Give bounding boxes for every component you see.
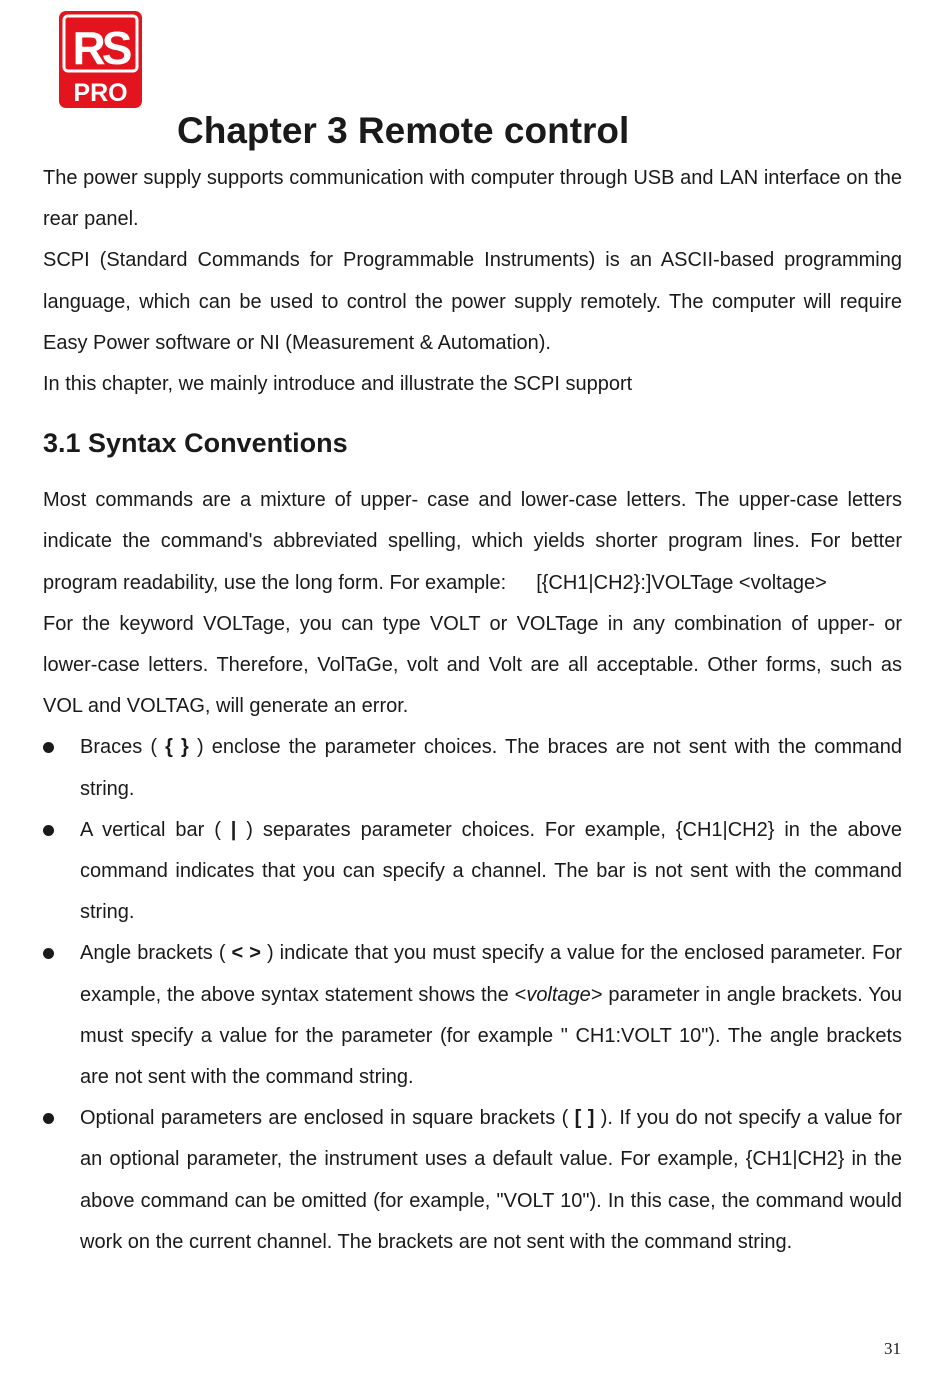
syntax-example: [{CH1|CH2}:]VOLTage <voltage> <box>536 571 827 594</box>
svg-text:RS: RS <box>72 22 129 74</box>
chapter-title: Chapter 3 Remote control <box>177 110 630 151</box>
angle-brackets-symbol: < > <box>231 942 261 965</box>
page-content <box>43 158 902 1263</box>
section-paragraph: For the keyword VOLTage, you can type VOLT or VOLTage in any combination of upper- or lower-case letters. Therefore, VolTaGe, volt and Volt are all acceptable. Other forms, such as VOL and VOLTAG, will generate an error. <box>43 612 902 718</box>
section-paragraph <box>43 480 902 604</box>
svg-text:PRO: PRO <box>73 79 128 107</box>
bullet-item: Optional parameters are enclosed in square brackets ( [ ] ). If you do not specify a value for an optional parameter, the instrument uses a default value. For example, {CH1|CH2} in the above command can be omitted (for example, "VOLT 10"). In this case, the command would work on the current channel. The brackets are not sent with the command string. <box>43 1098 902 1263</box>
square-brackets-symbol: [ ] <box>574 1107 595 1130</box>
intro-paragraph: The power supply supports communication with computer through USB and LAN interface on the rear panel. <box>43 167 902 231</box>
section-title: 3.1 Syntax Conventions <box>43 428 348 459</box>
vertical-bar-symbol: | <box>230 818 237 841</box>
bullet-item: Braces ( { } ) enclose the parameter choices. The braces are not sent with the command string. <box>43 727 902 809</box>
intro-paragraph: In this chapter, we mainly introduce and illustrate the SCPI support <box>43 373 633 396</box>
syntax-bullet-list <box>43 727 902 1263</box>
page-number: 31 <box>884 1339 901 1358</box>
rs-pro-logo <box>58 10 143 109</box>
bullet-item: Angle brackets ( < > ) indicate that you must specify a value for the enclosed parameter. For example, the above syntax statement shows the <voltage> parameter in angle brackets. You must specify a value for the parameter (for example " CH1:VOLT 10"). The angle brackets are not sent with the command string. <box>43 933 902 1098</box>
intro-paragraph: SCPI (Standard Commands for Programmable Instruments) is an ASCII-based programming language, which can be used to control the power supply remotely. The computer will require Easy Power software or NI (Measurement & Automation). <box>43 249 902 354</box>
braces-symbol: { } <box>165 736 189 759</box>
voltage-parameter: voltage <box>526 983 591 1006</box>
paragraph-text: Most commands are a mixture of upper- case and lower-case letters. The upper-case letters indicate the command's abbreviated spelling, which yields shorter program lines. For better program readability, use the long form. For example: <box>43 489 902 594</box>
bullet-item: A vertical bar ( | ) separates parameter choices. For example, {CH1|CH2} in the above command indicates that you can specify a channel. The bar is not sent with the command string. <box>43 810 902 934</box>
